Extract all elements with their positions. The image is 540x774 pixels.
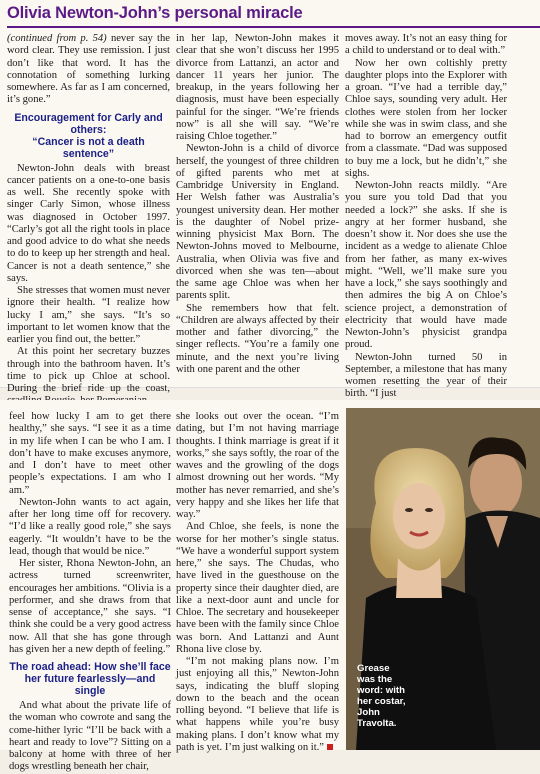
paragraph (176, 656, 339, 754)
paragraph: Now her own coltishly pretty daughter plops into the Explorer with a groan. “I’ve had a terrible day,” Chloe says, sounding very adult. Her clothes were stolen from her locker while she was in swim class, and she had to borrow an emergency outfit from a classmate. “Dad was supposed to buy me a lock, but he didn’t,” she sighs. (345, 57, 507, 179)
paragraph: Newton-John is a child of divorce herself, the youngest of three children of gifted parents who met at Cambridge University in England. Her Welsh father was Australia’s youngest university dean. Her mother is the daughter of Nobel prize-winning physicist Max Born. The Newton-Johns moved to Melbourne, Australia, when Olivia was five and divorced when she was ten—about the same age Chloe was when her parents split. (176, 143, 339, 302)
subhead-road-ahead (9, 661, 171, 697)
subhead-line-1: Encouragement for Carly and others: (14, 111, 163, 136)
subhead-carly (7, 112, 170, 160)
caption-line: her costar, (357, 696, 406, 707)
paragraph: Her sister, Rhona Newton-John, an actress turned screenwriter, encourages her ambitions. “Olivia is a performer, and she draws from that sense of acceptance,” she says. “I think she could be a very good actress now. All that she has gone through has given her a new depth of feeling.” (9, 558, 171, 655)
photo-caption (357, 663, 406, 729)
paragraph: she looks out over the ocean. “I’m dating, but I’m not having marriage thoughts. I think marriage is great if it works,” she says softly, the roar of the waves and the growling of the dogs almost drowning out her words. “My mother has never remarried, and she’s very happy and she likes her life that way.” (176, 411, 339, 520)
top-column-3 (345, 33, 507, 401)
headline-rule (7, 26, 540, 28)
bottom-page (0, 400, 540, 773)
paragraph-text: never say the word clear. They use remission. I just don’t like that word. It has the connotation of something lurking somewhere. As far as I am concerned, it’s gone.” (7, 33, 170, 106)
subhead-line-1: The road ahead: How she’ll face (9, 661, 171, 673)
paragraph: in her lap, Newton-John makes it clear that she won’t discuss her 1995 divorce from Lattanzi, an actor and dancer 11 years her junior. The breakup, in the years following her diagnosis, must have been especially painful for the singer. “We’re friends now” is all she will say. “We’re raising Chloe together.” (176, 33, 339, 142)
paragraph: Newton-John deals with breast cancer patients on a one-to-one basis as well. She recently spoke with singer Carly Simon, whose illness was diagnosed in October 1997. “Carly’s got all the right tools in place and good advice to do what she needs to do to keep up her strength and heal. Cancer is not a death sentence,” she says. (7, 162, 170, 284)
paragraph: feel how lucky I am to get there healthy,” she says. “I see it as a time in my life when I can be who I am. I don’t have to make excuses anymore, and I don’t have to meet other people’s expectations. I am who I am.” (9, 411, 171, 496)
top-column-1 (7, 33, 170, 408)
paragraph: She stresses that women must never ignore their health. “I realize how lucky I am,” she says. “It’s so important to let women know that the earlier you find out, the better.” (7, 285, 170, 345)
top-column-2 (176, 33, 339, 376)
paragraph: Newton-John reacts mildly. “Are you sure you told Dad that you needed a lock?” she asks. If she is angry at her former husband, she doesn’t show it. Nor does she use the incident as a wedge to alienate Chloe from her father, as many ex-wives might. “Well, we’ll make sure you have a lock,” she says soothingly and then admires the big A on Chloe’s science project, a demonstration of electricity that would have made Newton-John’s physicist grandpa proud. (345, 180, 507, 351)
end-mark (327, 744, 333, 750)
continued-paragraph (7, 33, 170, 107)
caption-line: John (357, 707, 380, 718)
paragraph: Newton-John wants to act again, after her long time off for recovery. “I’d like a really good role,” she says eagerly. “It wouldn’t have to be the lead, though that would be nice.” (9, 496, 171, 557)
paragraph-text: “I’m not making plans now. I’m just enjoying all this,” Newton-John says, indicating the bluff sloping down to the beach and the ocean rolling beyond. “I believe that life is what happens while you’re busy making plans. I don’t know what my path is yet. I’m just walking on it.” (176, 656, 339, 753)
paragraph: moves away. It’s not an easy thing for a child to understand or to deal with.” (345, 33, 507, 57)
caption-line: Travolta. (357, 718, 397, 729)
paragraph: And what about the private life of the woman who cowrote and sang the come-hither lyric “I’ll be back with a heart and ready to love”? Sitting on a balcony at home with three of her dogs wrestling beneath her chair, (9, 700, 171, 773)
bottom-column-1 (9, 411, 171, 774)
paragraph: At this point her secretary buzzes through into the bathroom haven. It’s time to pick up Chloe at school. During the brief ride up the coast, (7, 346, 170, 394)
subhead-line-2: her future fearlessly—and single (24, 673, 156, 697)
caption-line: word: with (357, 685, 405, 696)
caption-line: Grease (357, 663, 390, 674)
caption-line: was the (357, 674, 393, 685)
continued-note: (continued from p. 54) (7, 33, 107, 44)
paragraph: And Chloe, she feels, is none the worse for her mother’s single status. “We have a wonderful support system here,” she says. The Chudas, who have lived in the guesthouse on the property since their daughter died, are like a next-door aunt and uncle for Chloe. The secretary and housekeeper have been with the family since Chloe was born. And Lattanzi and Aunt Rhona live close by. (176, 521, 339, 655)
bottom-column-2 (176, 411, 339, 754)
paragraph: Newton-John turned 50 in September, a milestone that has many women resetting the year of their birth. “I just (345, 351, 507, 400)
subhead-line-2: “Cancer is not a death sentence” (32, 135, 145, 160)
paragraph: She remembers how that felt. “Children are always affected by their mother and father divorcing,” the singer reflects. “You’re a family one minute, and the next you’re living with one parent and the other (176, 302, 339, 375)
headline: Olivia Newton-John’s personal miracle (7, 4, 303, 22)
